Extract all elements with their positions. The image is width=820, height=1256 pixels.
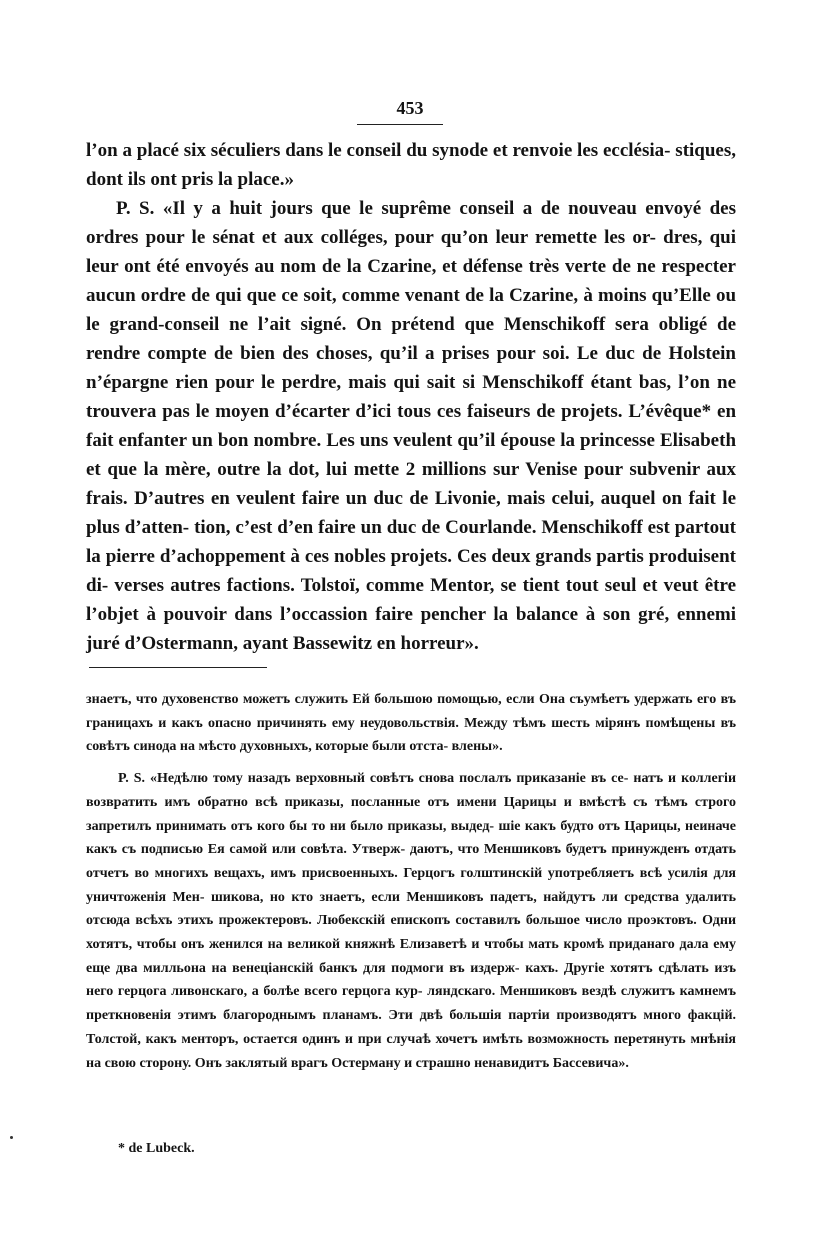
russian-translation-text [86, 688, 736, 1075]
paragraph-continuation: l’on a placé six séculiers dans le conseil du synode et renvoie les ecclésia- stiques, dont ils ont pris la place.» [86, 140, 737, 190]
page-number-rule [357, 124, 443, 125]
paragraph-postscript: P. S. «Il y a huit jours que le suprême conseil a de nouveau envoyé des ordres pour le sénat et aux colléges, pour qu’on leur remette les or- dres, qui leur ont été envoyés au nom de la Czarine, et défense très verte de ne respecter aucun ordre de qui que ce soit, comme venant de la Czarine, à moins qu’Elle ou le grand-conseil ne l’ait signé. On prétend que Menschikoff sera obligé de rendre compte de bien des choses, qu’il a prises pour soi. Le duc de Holstein n’épargne rien pour le perdre, mais qui sait si Menschikoff étant bas, l’on ne trouvera pas le moyen d’écarter d’ici tous ces faiseurs de projets. L’évêque* en fait enfanter un bon nombre. Les uns veulent qu’il épouse la princesse Elisabeth et que la mère, outre la dot, lui mette 2 millions sur Venise pour subvenir aux frais. D’autres en veulent faire un duc de Livonie, mais celui, auquel on fait le plus d’atten- tion, c’est d’en faire un duc de Courlande. Menschikoff est partout la pierre d’achoppement à ces nobles projets. Ces deux grands partis produisent di- verses autres factions. Tolstoï, comme Mentor, se tient tout seul et veut être l’objet à pouvoir dans l’occassion faire pencher la balance à son gré, ennemi juré d’Ostermann, ayant Bassewitz en horreur». [86, 198, 737, 654]
ru-paragraph-continuation: знаетъ, что духовенство можетъ служить Ей большою помощью, если Она съумѣетъ удержать его въ границахъ и какъ опасно причинять ему неудовольствія. Между тѣмъ шесть мірянъ помѣщены въ совѣтъ синода на мѣсто духовныхъ, которые были отста- влены». [86, 692, 736, 755]
main-french-text [86, 136, 736, 658]
footnote-separator [89, 667, 267, 668]
page-number: 453 [396, 98, 424, 118]
footnote: * de Lubeck. [118, 1141, 195, 1156]
scan-speck [10, 1136, 13, 1139]
ru-paragraph-postscript: P. S. «Недѣлю тому назадъ верховный совѣтъ снова послалъ приказаніе въ се- натъ и коллегіи возвратить имъ обратно всѣ приказы, посланные отъ имени Царицы и вмѣстѣ съ тѣмъ строго запретилъ принимать отъ кого бы то ни было приказы, выдед- шіе какъ будто отъ Царицы, неиначе какъ съ подписью Ея самой или совѣта. Утверж- даютъ, что Меншиковъ будетъ принужденъ отдать отчетъ во многихъ вещахъ, имъ присвоенныхъ. Герцогъ голштинскій употребляетъ всѣ усилія для уничтоженія Мен- шикова, но кто знаетъ, если Меншиковъ падетъ, найдутъ ли средства удалить отсюда всѣхъ этихъ прожектеровъ. Любекскій епископъ составилъ большое число проэктовъ. Одни хотятъ, чтобы онъ женился на великой княжнѣ Елизаветѣ и чтобы мать кромѣ приданаго дала ему еще два милльона на венеціанскій банкъ для подмоги въ издерж- кахъ. Другіе хотятъ сдѣлать изъ него герцога ливонскаго, а болѣе всего герцога кур- ляндскаго. Меншиковъ вездѣ служитъ камнемъ преткновенія этимъ благороднымъ планамъ. Эти двѣ большія партіи производятъ много факцій. Толстой, какъ менторъ, остается одинъ и при случаѣ хочетъ имѣть возможность перетянуть мнѣнія на свою сторону. Онъ заклятый врагъ Остерману и страшно ненавидитъ Бассевича». [86, 771, 737, 1071]
